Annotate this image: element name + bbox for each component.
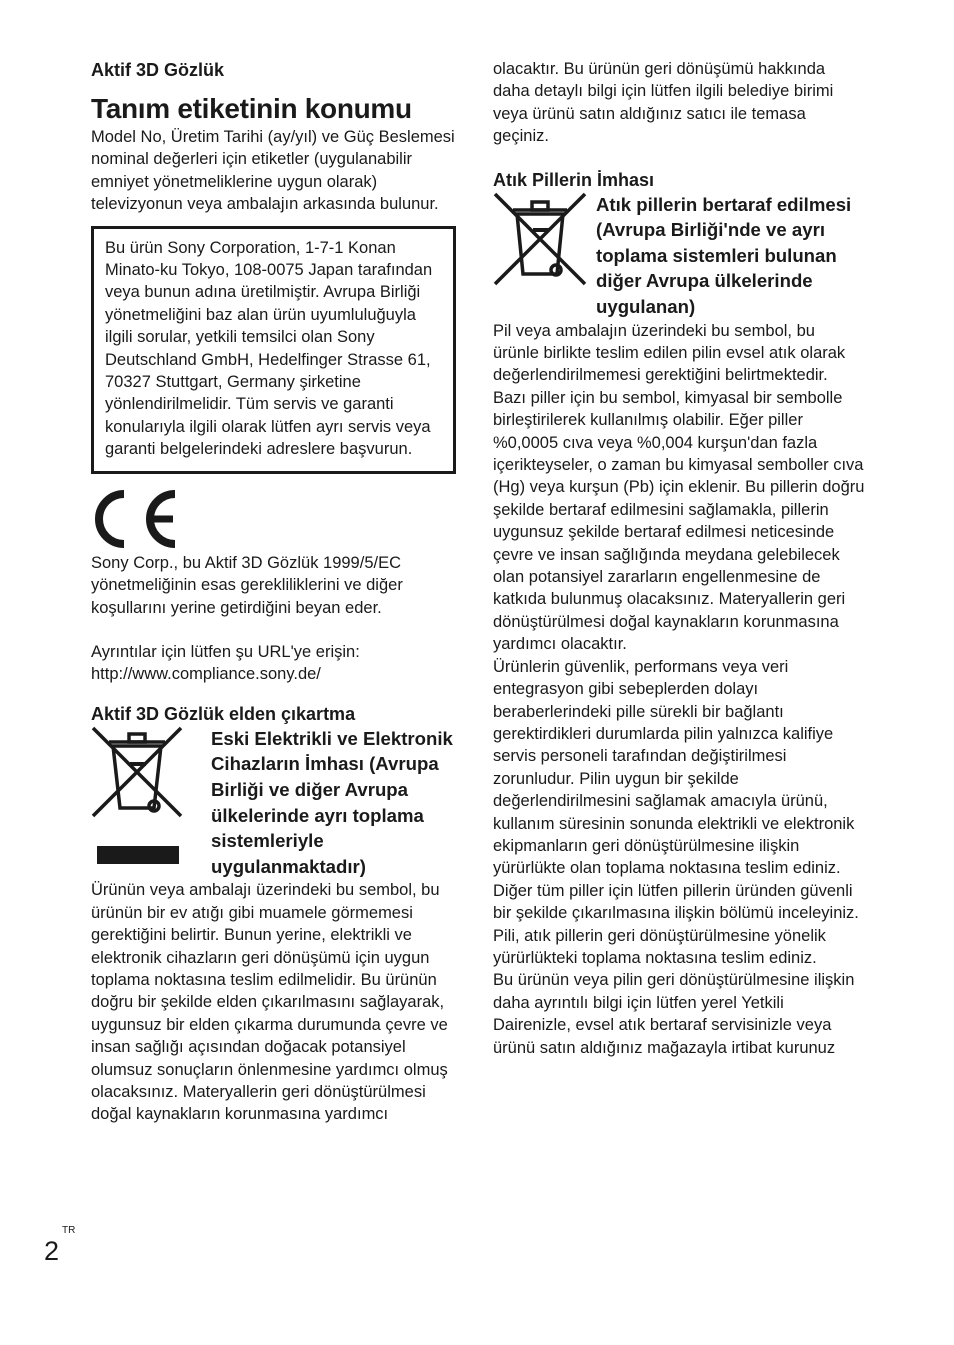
ce-mark-icon [91,488,179,550]
battery-paragraph-4: Diğer tüm piller için lütfen pillerin üründen güvenli bir şekilde çıkarılmasına ilişkin bölümü inceleyiniz. Pili, atık pillerin geri dönüştürülmesine yönelik yürürlükteki toplama noktasına teslim ediniz. [493,881,859,967]
disposal-heading: Aktif 3D Gözlük elden çıkartma [91,703,356,724]
battery-subheading: Atık pillerin bertaraf edilmesi (Avrupa Birliği'nde ve ayrı toplama sistemleri bulunan diğer Avrupa ülkelerinde uygulanan) [596,193,852,317]
url-text: Ayrıntılar için lütfen şu URL'ye erişin: http://www.compliance.sony.de/ [91,642,360,684]
battery-paragraph-3: Ürünlerin güvenlik, performans veya veri entegrasyon gibi sebeplerden dolayı beraberlerindeki pille sürekli bir bağlantı gerektirdikleri durumlarda pilin yalnızca kalifiye servis personeli tarafından değiştirilmesi zorunludur. Pilin uygun bir şekilde değerlendirilmesini sağlamak amacıyla ürünü, kullanım süresinin sonunda elektrikli ve elektronik ekipmanların geri dönüştürülmesine ilişkin yürürlükte olan toplama noktasına teslim ediniz. [493,657,855,878]
page-number: 2 [44,1236,60,1266]
weee-block [91,726,463,880]
battery-paragraph-2: Bazı piller için bu sembol, kimyasal bir sembolle birleştirilerek kullanılmış olabilir. Eğer piller %0,0005 cıva veya %0,004 kurşun'dan fazla içerikteyseler, o zaman bu kimyasal semboller cıva (Hg) veya kurşun (Pb) için eklenir. Bu pillerin doğru şekilde bertaraf edilmesini sağlamakla, pillerin uygunsuz şekilde bertaraf edilmesi neticesinde çevre ve insan sağlığında meydana gelebilecek olan potansiyel zararların engellenmesine de katkıda bulunmuş olacaksınız. Materyallerin geri dönüştürülmesi doğal kaynakların korunmasına yardımcı olacaktır. [493,388,865,654]
battery-paragraph-1: Pil veya ambalajın üzerindeki bu sembol, bu ürünle birlikte teslim edilen pilin evsel atık olarak değerlendirilmemesi gerektiğini belirtmektedir. [493,321,846,385]
left-column [91,58,463,1126]
manufacturer-box [91,226,456,474]
url-paragraph [91,641,463,686]
declaration-paragraph: Sony Corp., bu Aktif 3D Gözlük 1999/5/EC yönetmeliğinin esas gerekliliklerini ve diğer koşullarını yerine getirdiğini beyan eder. [91,553,403,617]
language-code: TR [62,1225,76,1236]
disposal-paragraph: Ürünün veya ambalajı üzerindeki bu sembol, bu ürünün bir ev atığı gibi muamele görmemesi gerektiğini belirtir. Bunun yerine, elektrikli ve elektronik cihazların geri dönüşümü için uygun toplama noktasına teslim edilmelidir. Bu ürünün doğru bir şekilde elden çıkarılmasını sağlayarak, uygunsuz bir elden çıkarma durumunda çevre ve insan sağlığı açısından doğacak potansiyel olumsuz sonuçların önlenmesine yardımcı olmuş olacaksınız. Materyallerin geri dönüştürülmesi doğal kaynakların korunmasına yardımcı [91,881,448,1124]
crossed-bin-battery-icon [493,192,595,292]
continuation-paragraph: olacaktır. Bu ürünün geri dönüşümü hakkında daha detaylı bilgi için lütfen ilgili belediye birimi veya ürünü satın aldığınız satıcı ile temasa geçiniz. [493,60,834,146]
section-heading: Aktif 3D Gözlük [91,60,225,80]
battery-block [493,192,865,320]
weee-subheading: Eski Elektrikli ve Elektronik Cihazların İmhası (Avrupa Birliği ve diğer Avrupa ülkelerinde ayrı toplama sistemleriyle uygulanmaktadır) [211,727,453,877]
page-title: Tanım etiketinin konumu [91,93,412,124]
right-column [493,58,865,1059]
intro-paragraph: Model No, Üretim Tarihi (ay/yıl) ve Güç Beslemesi nominal değerleri için etiketler (uygulanabilir emniyet yönetmeliklerine uygun olarak) televizyonun veya ambalajın arkasında bulunur. [91,128,455,214]
battery-paragraph-5: Bu ürünün veya pilin geri dönüştürülmesine ilişkin daha ayrıntılı bilgi için lütfen yerel Yetkili Dairenizle, evsel atık bertaraf servisinizle veya ürünü satın aldığınız mağazayla irtibat kurunuz [493,971,855,1057]
manufacturer-text: Bu ürün Sony Corporation, 1-7-1 Konan Minato-ku Tokyo, 108-0075 Japan tarafından veya bunun adına üretilmiştir. Avrupa Birliği yönetmeliğini baz alan ürün uyumluluğuyla ilgili sorular, yetkili temsilci olan Sony Deutschland GmbH, Hedelfinger Strasse 61, 70327 Stuttgart, Germany şirketine yönlendirilmelidir. Tüm servis ve garanti konularıyla ilgili olarak lütfen ayrı servis veya garanti belgelerindeki adreslere başvurun. [105,238,433,459]
crossed-bin-icon [91,726,213,866]
battery-heading: Atık Pillerin İmhası [493,169,655,190]
